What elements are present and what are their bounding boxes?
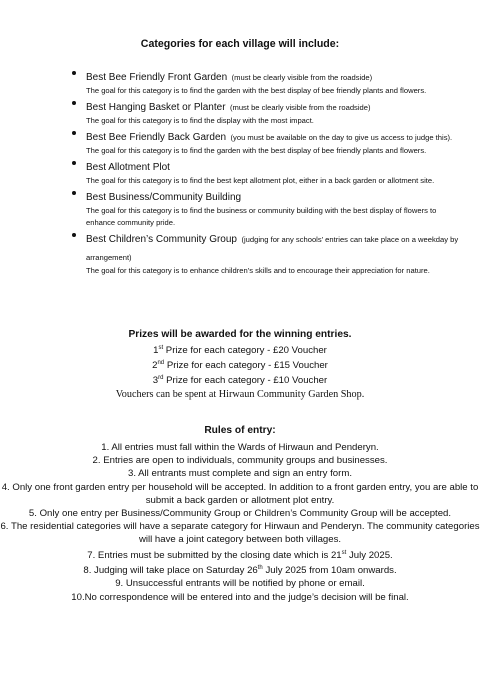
prize-rank-suffix: st xyxy=(158,345,164,351)
bullet-icon xyxy=(72,191,76,195)
categories-list xyxy=(70,67,462,277)
rule-item: 4. Only one front garden entry per household will be accepted. In addition to a front garden entry, you are able to submit a back garden or allotment plot entry. xyxy=(1,481,479,506)
category-note: (must be clearly visible from the roadside) xyxy=(229,103,371,112)
rule-text: 7. Entries must be submitted by the closing date which is 21 xyxy=(87,549,342,561)
bullet-icon xyxy=(72,161,76,165)
voucher-shop-note: Vouchers can be spent at Hirwaun Community Garden Shop. xyxy=(115,388,365,400)
rule-text-end: July 2025 from 10am onwards. xyxy=(262,565,397,577)
rule-item: 1. All entries must fall within the Wards of Hirwaun and Penderyn. xyxy=(101,442,379,453)
category-description: The goal for this category is to find the display with the most impact. xyxy=(86,116,314,125)
prize-text: Prize for each category - £15 Voucher xyxy=(164,360,328,372)
prize-line xyxy=(0,357,480,372)
bullet-icon xyxy=(72,71,76,75)
rules-section xyxy=(0,424,480,604)
rule-item: 9. Unsuccessful entrants will be notified by phone or email. xyxy=(115,578,365,590)
category-item xyxy=(70,157,462,187)
rule-item: 3. All entrants must complete and sign an entry form. xyxy=(128,468,352,480)
prize-text: Prize for each category - £20 Voucher xyxy=(163,345,327,357)
category-item xyxy=(70,127,462,157)
prize-rank-suffix: nd xyxy=(157,360,165,367)
category-note: (judging for any schools’ entries can take place on a weekday by arrangement) xyxy=(86,235,459,262)
category-item xyxy=(70,97,462,127)
prize-rank-suffix: rd xyxy=(158,375,164,382)
category-item xyxy=(70,187,462,229)
rule-text: 8. Judging will take place on Saturday 26 xyxy=(83,565,258,577)
category-description: The goal for this category is to find the garden with the best display of bee friendly plants and flowers. xyxy=(86,146,427,155)
category-name: Best Hanging Basket or Planter xyxy=(86,102,226,113)
category-name: Best Bee Friendly Front Garden xyxy=(86,72,228,83)
category-description: The goal for this category is to find the business or community building with the best display of flowers to enhance community pride. xyxy=(86,206,437,227)
category-item xyxy=(70,229,462,277)
category-name: Best Bee Friendly Back Garden xyxy=(86,132,227,143)
category-name: Best Allotment Plot xyxy=(86,162,170,173)
rule-item: 10.No correspondence will be entered into and the judge’s decision will be final. xyxy=(71,591,409,603)
category-name: Best Business/Community Building xyxy=(86,192,242,203)
category-note: (you must be available on the day to give us access to judge this). xyxy=(230,133,453,142)
category-description: The goal for this category is to find the garden with the best display of bee friendly plants and flowers. xyxy=(86,86,427,95)
prize-text: Prize for each category - £10 Voucher xyxy=(163,375,328,387)
categories-heading: Categories for each village will include: xyxy=(140,38,340,50)
bullet-icon xyxy=(72,131,76,135)
rule-item xyxy=(0,562,480,577)
prize-rank: 3 xyxy=(152,375,159,387)
prize-line xyxy=(0,372,480,387)
category-description: The goal for this category is to find the best kept allotment plot, either in a back garden or allotment site. xyxy=(86,176,435,185)
bullet-icon xyxy=(72,233,76,237)
prize-rank: 1 xyxy=(153,345,159,357)
rule-item xyxy=(0,547,480,562)
prizes-section xyxy=(0,328,480,402)
category-description: The goal for this category is to enhance children’s skills and to encourage their appreciation for nature. xyxy=(86,266,430,275)
rule-text-end: July 2025. xyxy=(346,549,393,561)
bullet-icon xyxy=(72,101,76,105)
category-item xyxy=(70,67,462,97)
prize-rank: 2 xyxy=(152,360,158,372)
prize-line xyxy=(0,342,480,357)
category-name: Best Children’s Community Group xyxy=(86,234,237,245)
ordinal-suffix: st xyxy=(341,549,347,556)
category-note: (must be clearly visible from the roadside) xyxy=(231,73,373,82)
rules-heading: Rules of entry: xyxy=(204,425,276,436)
prizes-heading: Prizes will be awarded for the winning entries. xyxy=(128,329,352,340)
rule-item: 5. Only one entry per Business/Community Group or Children’s Community Group will be accepted. xyxy=(28,508,452,520)
rule-item: 2. Entries are open to individuals, community groups and businesses. xyxy=(92,455,388,467)
ordinal-suffix: th xyxy=(257,565,263,572)
rule-item: 6. The residential categories will have a separate category for Hirwaun and Penderyn. The community categories will have a joint category between both villages. xyxy=(0,521,480,546)
